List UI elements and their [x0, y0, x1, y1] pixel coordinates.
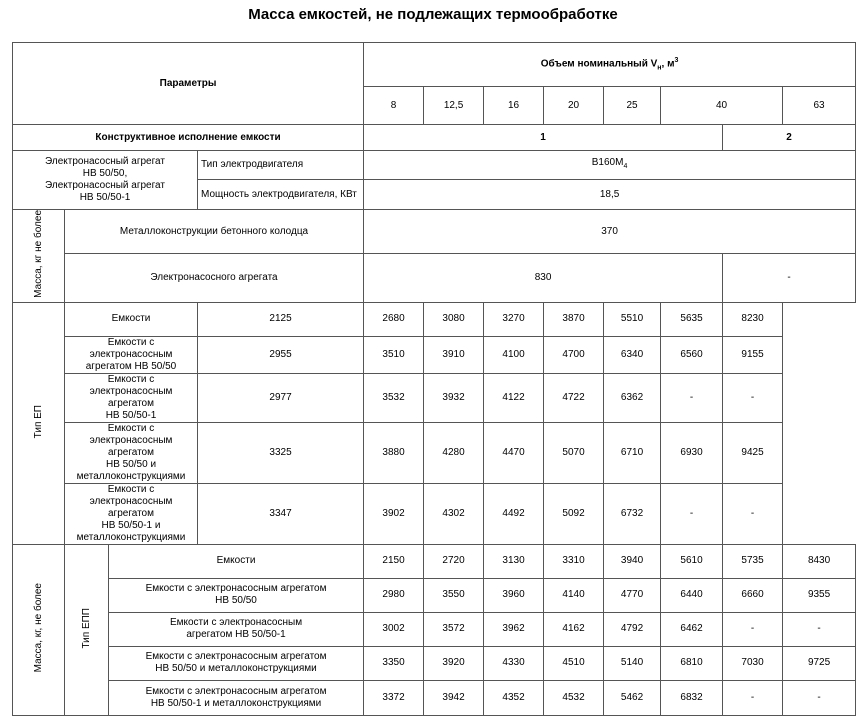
table-row	[13, 544, 856, 578]
table-row	[13, 373, 856, 422]
value-cell: 7030	[723, 646, 783, 680]
value-cell: 3325	[198, 422, 364, 483]
design-value-1: 1	[364, 125, 723, 151]
value-cell: 3962	[484, 612, 544, 646]
value-cell: 3350	[364, 646, 424, 680]
aggregate-label: Электронасосный агрегат НВ 50/50, Электронасосный агрегат НВ 50/50-1	[13, 151, 198, 210]
value-cell: 4700	[544, 336, 604, 373]
table-row	[13, 578, 856, 612]
value-cell: 9355	[783, 578, 856, 612]
volume-cell: 25	[604, 87, 661, 125]
value-cell: 4330	[484, 646, 544, 680]
value-cell: 4770	[604, 578, 661, 612]
value-cell: 3942	[424, 680, 484, 715]
table-row	[13, 336, 856, 373]
row-label: Емкости с электронасосным агрегатом НВ 50/50-1	[109, 612, 364, 646]
value-cell: 5070	[544, 422, 604, 483]
value-cell: -	[723, 680, 783, 715]
value-cell: 6462	[661, 612, 723, 646]
value-cell: 3372	[364, 680, 424, 715]
value-cell: 4100	[484, 336, 544, 373]
value-cell: 6732	[604, 483, 661, 544]
volume-cell: 16	[484, 87, 544, 125]
table-row	[13, 646, 856, 680]
value-cell: 4162	[544, 612, 604, 646]
value-cell: 3130	[484, 544, 544, 578]
value-cell: 4492	[484, 483, 544, 544]
value-cell: 4352	[484, 680, 544, 715]
type-epp-rows	[13, 544, 856, 715]
value-cell: 3940	[604, 544, 661, 578]
value-cell: 4470	[484, 422, 544, 483]
pump-value-1: 830	[364, 254, 723, 302]
volume-cell: 20	[544, 87, 604, 125]
value-cell: 6560	[661, 336, 723, 373]
volume-cell: 12,5	[424, 87, 484, 125]
table-row	[13, 680, 856, 715]
value-cell: 6710	[604, 422, 661, 483]
value-cell: -	[723, 373, 783, 422]
volume-cell: 40	[661, 87, 783, 125]
value-cell: 3870	[544, 302, 604, 336]
table-row	[13, 422, 856, 483]
value-cell: 4302	[424, 483, 484, 544]
type_ep-label: Тип ЕП	[13, 302, 65, 544]
power-label: Мощность электродвигателя, КВт	[198, 180, 364, 210]
volume-cell: 63	[783, 87, 856, 125]
value-cell: 4140	[544, 578, 604, 612]
value-cell: 8230	[723, 302, 783, 336]
value-cell: 6930	[661, 422, 723, 483]
table-row	[13, 612, 856, 646]
value-cell: 3002	[364, 612, 424, 646]
value-cell: 3532	[364, 373, 424, 422]
value-cell: -	[661, 483, 723, 544]
row-label: Емкости с электронасосным агрегатом НВ 50/50 и металлоконструкциями	[65, 422, 198, 483]
volume-cell: 8	[364, 87, 424, 125]
value-cell: 6440	[661, 578, 723, 612]
value-cell: 2980	[364, 578, 424, 612]
motor-type-label: Тип электродвигателя	[198, 151, 364, 180]
value-cell: 5610	[661, 544, 723, 578]
value-cell: 4722	[544, 373, 604, 422]
value-cell: 9425	[723, 422, 783, 483]
value-cell: 6832	[661, 680, 723, 715]
metal-label: Металлоконструкции бетонного колодца	[65, 210, 364, 254]
value-cell: 3572	[424, 612, 484, 646]
value-cell: 3932	[424, 373, 484, 422]
value-cell: -	[783, 612, 856, 646]
value-cell: 8430	[783, 544, 856, 578]
value-cell: 4792	[604, 612, 661, 646]
value-cell: 3910	[424, 336, 484, 373]
table-row	[13, 483, 856, 544]
design-label: Конструктивное исполнение емкости	[13, 125, 364, 151]
value-cell: 5510	[604, 302, 661, 336]
value-cell: -	[783, 680, 856, 715]
row-label: Емкости	[65, 302, 198, 336]
value-cell: 3902	[364, 483, 424, 544]
power-value: 18,5	[364, 180, 856, 210]
value-cell: 5462	[604, 680, 661, 715]
mass-group-label-2: Масса, кг, не более	[13, 544, 65, 715]
value-cell: 6362	[604, 373, 661, 422]
metal-value: 370	[364, 210, 856, 254]
type-ep-rows	[13, 302, 856, 544]
row-label: Емкости с электронасосным агрегатом НВ 50/50	[65, 336, 198, 373]
table-row	[13, 302, 856, 336]
value-cell: 6340	[604, 336, 661, 373]
row-label: Емкости с электронасосным агрегатом НВ 50/50-1 и металлоконструкциями	[109, 680, 364, 715]
value-cell: 6810	[661, 646, 723, 680]
value-cell: 5635	[661, 302, 723, 336]
value-cell: -	[723, 612, 783, 646]
value-cell: 3310	[544, 544, 604, 578]
value-cell: 4280	[424, 422, 484, 483]
motor-type-value: $В160М_4$	[364, 151, 856, 180]
value-cell: 4510	[544, 646, 604, 680]
value-cell: 9725	[783, 646, 856, 680]
pump-value-2: -	[723, 254, 856, 302]
value-cell: -	[723, 483, 783, 544]
params-header: Параметры	[13, 43, 364, 125]
value-cell: 3960	[484, 578, 544, 612]
row-label: Емкости с электронасосным агрегатом НВ 50/50-1 и металлоконструкциями	[65, 483, 198, 544]
mass-table	[12, 42, 856, 716]
value-cell: 3270	[484, 302, 544, 336]
value-cell: 5092	[544, 483, 604, 544]
value-cell: 3920	[424, 646, 484, 680]
value-cell: 2150	[364, 544, 424, 578]
design-value-2: 2	[723, 125, 856, 151]
value-cell: 3510	[364, 336, 424, 373]
value-cell: 2720	[424, 544, 484, 578]
value-cell: 5140	[604, 646, 661, 680]
value-cell: 3550	[424, 578, 484, 612]
type_epp-label: Тип ЕПП	[65, 544, 109, 715]
value-cell: 4122	[484, 373, 544, 422]
value-cell: -	[661, 373, 723, 422]
value-cell: 2125	[198, 302, 364, 336]
mass-group-label-1: Масса, кг не более	[13, 210, 65, 303]
value-cell: 2977	[198, 373, 364, 422]
value-cell: 2955	[198, 336, 364, 373]
value-cell: 3347	[198, 483, 364, 544]
value-cell: 2680	[364, 302, 424, 336]
value-cell: 9155	[723, 336, 783, 373]
row-label: Емкости с электронасосным агрегатом НВ 50/50	[109, 578, 364, 612]
value-cell: 5735	[723, 544, 783, 578]
row-label: Емкости с электронасосным агрегатом НВ 50/50 и металлоконструкциями	[109, 646, 364, 680]
value-cell: 4532	[544, 680, 604, 715]
volume-header: Объем номинальный $V_н$, $м^3$	[364, 43, 856, 87]
row-label: Емкости	[109, 544, 364, 578]
value-cell: 3880	[364, 422, 424, 483]
pump-label: Электронасосного агрегата	[65, 254, 364, 302]
page-title: Масса емкостей, не подлежащих термообработке	[248, 6, 618, 23]
row-label: Емкости с электронасосным агрегатом НВ 50/50-1	[65, 373, 198, 422]
value-cell: 3080	[424, 302, 484, 336]
value-cell: 6660	[723, 578, 783, 612]
